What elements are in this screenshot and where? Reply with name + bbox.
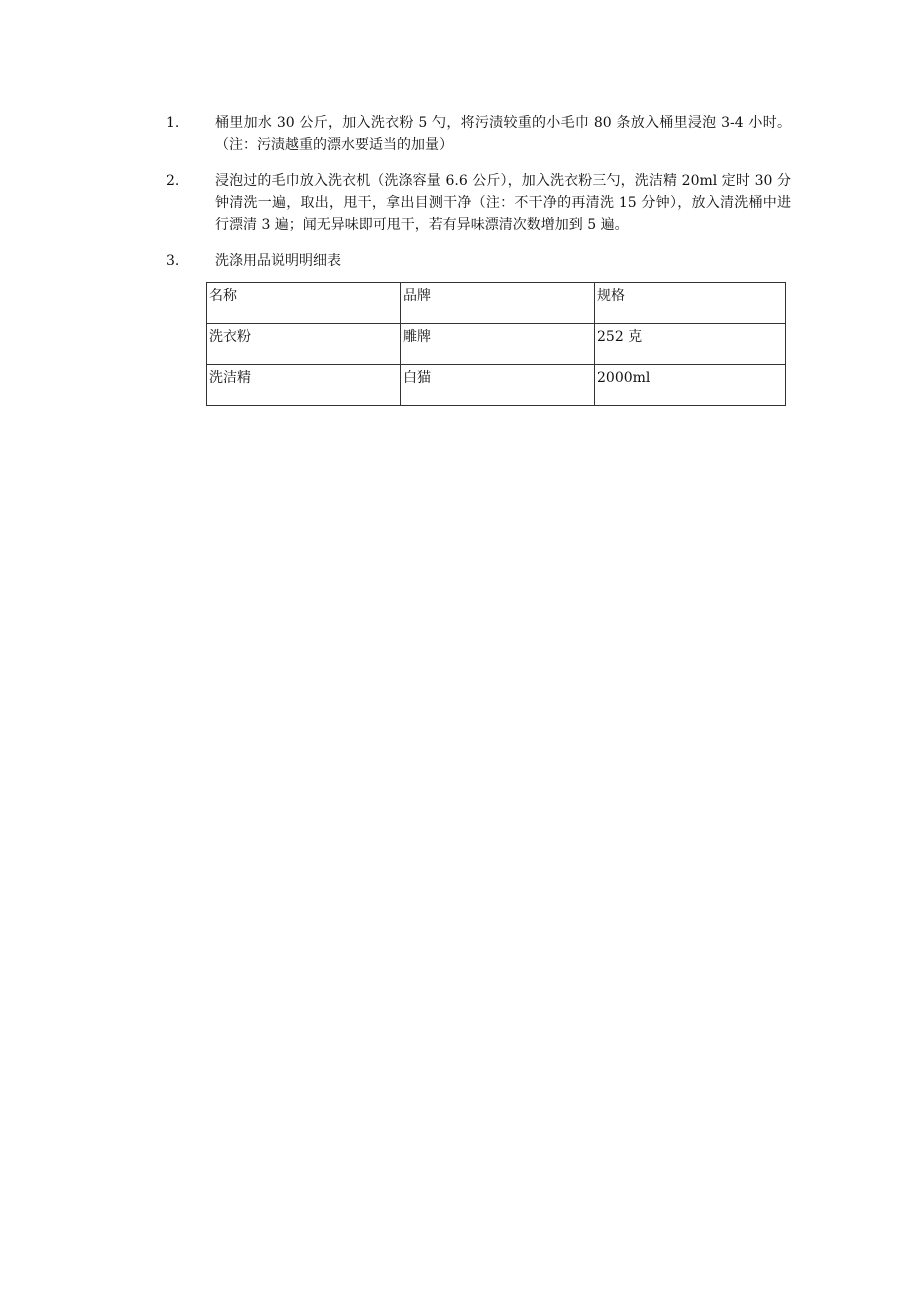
table-cell: 252 克 bbox=[595, 324, 786, 365]
table-cell: 雕牌 bbox=[401, 324, 595, 365]
table-cell: 白猫 bbox=[401, 365, 595, 406]
list-item-number: 2. bbox=[166, 173, 180, 189]
list-item-text: 浸泡过的毛巾放入洗衣机（洗涤容量 6.6 公斤），加入洗衣粉三勺，洗洁精 20ml 定时 30 分钟清洗一遍，取出，甩干，拿出目测干净（注：不干净的再清洗 15 分钟），放入清洗桶中进行漂清 3 遍；闻无异味即可甩干，若有异味漂清次数增加到 5 遍。 bbox=[215, 173, 791, 233]
list-item bbox=[166, 112, 791, 156]
table-header-cell: 品牌 bbox=[401, 283, 595, 324]
list-item bbox=[166, 170, 791, 236]
table-cell: 洗衣粉 bbox=[207, 324, 401, 365]
table-row bbox=[207, 365, 786, 406]
table-row bbox=[207, 324, 786, 365]
table-header-cell: 规格 bbox=[595, 283, 786, 324]
table-header-cell: 名称 bbox=[207, 283, 401, 324]
procedure-list bbox=[166, 112, 791, 286]
list-item-number: 3. bbox=[166, 253, 180, 269]
list-item bbox=[166, 250, 791, 272]
detergent-spec-table bbox=[206, 282, 786, 406]
table-cell: 2000ml bbox=[595, 365, 786, 406]
list-item-number: 1. bbox=[166, 115, 180, 131]
list-item-text: 桶里加水 30 公斤，加入洗衣粉 5 勺，将污渍较重的小毛巾 80 条放入桶里浸泡 3-4 小时。（注：污渍越重的漂水要适当的加量） bbox=[215, 115, 791, 153]
table-header-row bbox=[207, 283, 786, 324]
table-cell: 洗洁精 bbox=[207, 365, 401, 406]
list-item-text: 洗涤用品说明明细表 bbox=[215, 253, 341, 269]
